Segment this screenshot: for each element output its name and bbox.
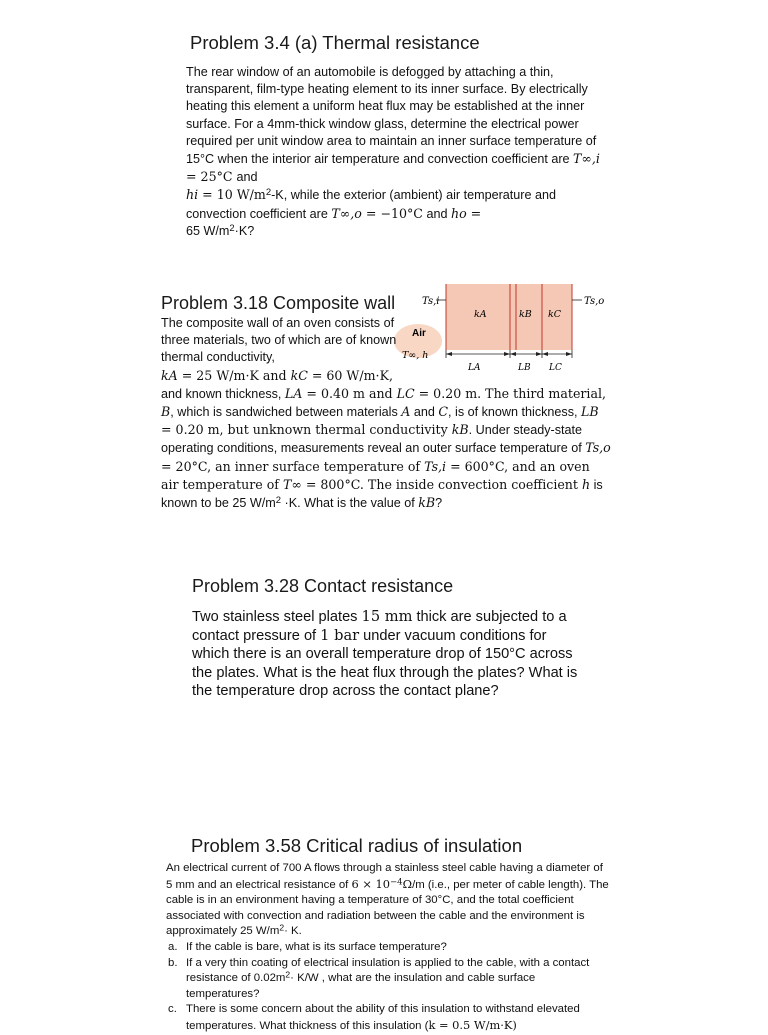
p318-ka: kA [161,367,178,383]
problem-3-4-title: Problem 3.4 (a) Thermal resistance [190,32,480,53]
p318-text-3: , which is sandwiched between materials [170,405,402,420]
label-kb: kB [519,309,532,320]
p34-tinf-i: T∞,i [573,151,600,167]
p318-kb: kB [451,422,469,438]
p34-text-2: and [236,170,258,185]
p328-pressure: 1 bar [320,626,360,644]
p318-kc-val: = 60 W/m·K, [307,367,393,383]
label-air: Air [412,328,426,339]
problem-3-18-title: Problem 3.18 Composite wall [161,293,396,313]
p328-text-2: thick are subjected to a contact pressure of [192,609,567,644]
p34-text-6: 65 W/m [186,223,230,238]
label-ka: kA [474,309,487,320]
p318-tso: Ts,o [585,440,611,456]
p318-tsi-val: = 600°C, and an oven air temperature of [161,458,590,492]
p318-tsi: Ts,i [424,458,447,474]
p318-ka-val: = 25 W/m·K and [177,367,291,383]
p358-resistance: 6 × 10 [351,876,391,891]
problem-3-18-text [161,315,611,512]
p358-item-c-k: k = 0.5 W/m·K) [428,1017,517,1032]
p358-item-b-marker: b. [168,956,178,969]
problem-3-58-title: Problem 3.58 Critical radius of insulation [191,835,523,856]
p318-text-1: The composite wall of an oven consists of three materials, two of which are of known thermal conductivity, [161,316,397,365]
p328-thick: 15 mm [361,608,413,625]
p358-ohm: Ω [402,876,413,891]
problem-3-18 [161,291,611,512]
p34-text-4: and [422,206,451,221]
p358-item-b-text-2: · K/W , what are the insulation and cable surface temperatures? [186,972,536,1000]
problem-3-4 [186,31,610,240]
p318-lc-val: = 0.20 m. The third material, [414,385,606,401]
p34-hi-unit: -K [271,188,284,203]
label-tsi: Ts,i [422,296,440,307]
p358-text-2: /m (i.e., per meter of cable length). The cable is in an environment having a temperature of 30°C, and the total coefficient associated with convection and radiation between the cable and the environment is approximately 25 W/m [166,878,609,938]
p318-and: and [410,405,439,420]
problem-3-58 [166,834,616,1035]
p34-tinf-o-val: = −10°C [361,205,423,221]
p318-text-4: , is of known thickness, [448,405,582,420]
p318-tso-val: = 20°C, an inner surface temperature of [161,458,425,474]
problem-3-28-title: Problem 3.28 Contact resistance [192,576,454,596]
p34-text-1: The rear window of an automobile is defogged by attaching a thin, transparent, film-type heating element to its inner surface. By electrically heating this element a uniform heat flux may be established at the inner surface. For a 4mm-thick window glass, determine the electrical power required per unit window area to maintain an inner surface temperature of 15°C when the interior air temperature and convection coefficient are [186,65,597,167]
p34-ho: ho [450,205,467,221]
label-tso: Ts,o [584,296,605,307]
p358-item-b-sq: 2 [285,969,291,980]
p34-hi-val: = 10 W/m [198,187,266,203]
label-lb: LB [518,363,531,373]
p358-item-c-text-1: There is some concern about the ability of this insulation to withstand elevated temperatures. What thickness of this insulation ( [186,1003,580,1032]
label-tinf-h: T∞, h [402,350,429,361]
p318-sq: 2 [275,495,282,507]
label-la: LA [468,363,481,373]
p34-hi-sq: 2 [265,187,272,199]
p318-kb2: kB [418,495,436,511]
p318-la: LA [284,385,303,401]
p34-ho-sq: 2 [229,223,235,235]
p358-question-list [166,940,611,1035]
p34-text-3: , while the exterior (ambient) air temperature and convection coefficient are [186,188,556,221]
p34-tinf-i-val: = 25°C [186,169,237,185]
p318-lc: LC [396,385,415,401]
p318-text-5: . Under steady-state operating conditions, measurements reveal an outer surface temperature of [161,423,586,456]
p358-item-b [166,956,611,1003]
p358-item-a-marker: a. [168,940,178,953]
p318-tinf-val: = 800°C. The inside convection coefficient [301,476,582,492]
p34-hi: hi [186,187,199,203]
p318-a: A [401,404,411,420]
p34-text-5: = [466,205,482,221]
p358-item-a [166,940,611,956]
p318-h: h [581,476,591,492]
p328-text-3: under vacuum conditions for which there is an overall temperature drop of 150°C across the plates. What is the heat flux through the plates? What is the temperature drop across the contact plane? [192,627,578,700]
p318-tinf: T∞ [282,476,302,492]
p358-text-1: An electrical current of 700 A flows through a stainless steel cable having a diameter of 5 mm and an electrical resistance of [166,862,603,891]
p318-c: C [438,404,449,420]
p358-sq: 2 [279,922,285,933]
p318-text-7: ·K. What is the value of [281,496,419,511]
label-kc: kC [548,309,562,320]
p318-text-6: is known to be 25 W/m [161,477,603,511]
problem-3-28-text [192,608,584,701]
problem-3-58-text [166,861,611,1035]
p358-text-3: · K. [284,925,302,938]
p34-tinf-o: T∞,o [331,205,362,221]
label-lc: LC [549,363,562,373]
p358-item-c [166,1002,611,1034]
p318-lb-val: = 0.20 m, but unknown thermal conductivity [161,422,452,438]
p328-text-1: Two stainless steel plates [192,609,362,625]
p318-text-2: and known thickness, [161,386,285,401]
problem-3-28 [192,574,592,701]
p318-kc: kC [290,367,308,383]
problem-3-4-text [186,64,606,240]
p318-b: B [161,404,171,420]
p318-la-val: = 0.40 m and [302,385,397,401]
p34-text-7: ·K? [234,223,255,238]
p358-item-b-text-1: If a very thin coating of electrical insulation is applied to the cable, with a contact resistance of 0.02m [186,956,590,985]
p358-item-c-marker: c. [168,1003,177,1016]
p358-exp: −4 [390,877,403,888]
p318-text-8: ? [435,496,443,511]
p318-lb: LB [581,404,599,420]
p358-item-a-text: If the cable is bare, what is its surface temperature? [186,940,447,953]
